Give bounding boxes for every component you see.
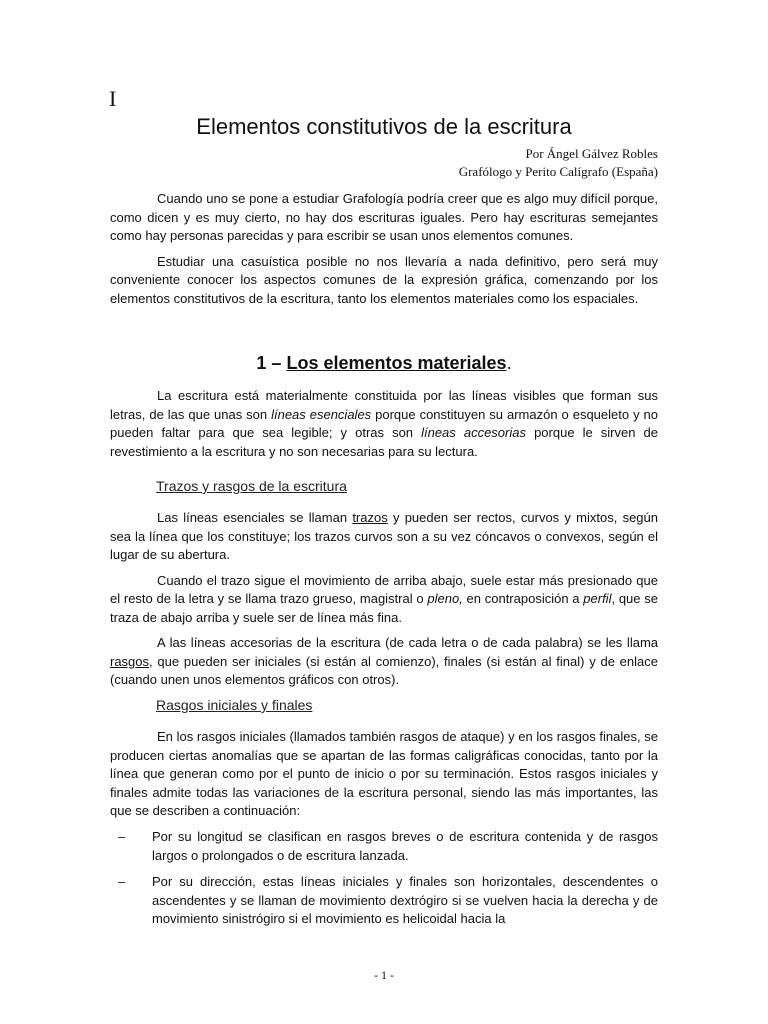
section-label: Los elementos materiales — [286, 353, 507, 373]
byline — [459, 145, 658, 181]
rasgos-paragraph: En los rasgos iniciales (llamados también rasgos de ataque) y en los rasgos finales, se producen ciertas anomalías que se apartan de las formas caligráficas conocidas, tanto por la línea que generan como por el punto de inicio o por su terminación. Estos rasgos iniciales y finales admite todas las variaciones de la escritura personal, siendo las más importantes, las que se describen a continuación: — [110, 729, 658, 818]
list-item-text: Por su dirección, estas líneas iniciales y finales son horizontales, descendentes o ascendentes y se llaman de movimiento dextrógiro si se vuelven hacia la derecha y de movimiento sinistrógiro si el movimiento es helicoidal hacia la — [152, 874, 658, 926]
materials-block — [110, 387, 658, 461]
trazos-block — [110, 509, 658, 690]
rasgos-block — [110, 728, 658, 821]
dash-marker: – — [118, 874, 126, 889]
subheading-trazos-rasgos: Trazos y rasgos de la escritura — [156, 478, 347, 494]
underlined-term-trazos: trazos — [352, 510, 388, 525]
list-item — [110, 873, 658, 929]
emphasis-pleno: pleno, — [427, 591, 463, 606]
text-run: porque le sirven de revestimiento a la escritura y no son necesarias para su lectura. — [110, 425, 658, 459]
author-role: Grafólogo y Perito Calígrafo (España) — [458, 164, 658, 179]
emphasis-perfil: perfil — [583, 591, 612, 606]
emphasis-essential-lines: líneas esenciales — [271, 406, 372, 422]
materials-paragraph — [110, 387, 658, 461]
text-run: Cuando el trazo sigue el movimiento de arriba abajo, suele estar más presionado que el resto de la letra y se llama trazo grueso, magistral o — [110, 572, 658, 606]
text-run: porque constituyen su armazón o esqueleto y no pueden faltar para que sea legible; y otras son — [110, 406, 658, 440]
intro-block — [110, 190, 658, 308]
list-item-text: Por su longitud se clasifican en rasgos breves o de escritura contenida y de rasgos largos o prolongados o de escritura lanzada. — [152, 829, 658, 863]
subheading-rasgos-iniciales: Rasgos iniciales y finales — [156, 697, 313, 713]
section-heading-materials — [0, 352, 768, 374]
trazos-paragraph-2 — [110, 572, 658, 628]
text-run: y pueden ser rectos, curvos y mixtos, según sea la línea que los constituye; los trazos curvos son a su vez cóncavos o convexos, según el lugar de su abertura. — [110, 510, 658, 562]
author-name: Por Ángel Gálvez Robles — [525, 146, 658, 161]
text-run: en contraposición a — [462, 591, 584, 606]
text-run: , que pueden ser iniciales (si están al comienzo), finales (si están al final) y de enlace (cuando unen unos elementos gráficos con otros). — [110, 653, 658, 687]
intro-paragraph-1: Cuando uno se pone a estudiar Grafología podría creer que es algo muy difícil porque, como dicen y es muy cierto, no hay dos escrituras iguales. Pero hay escrituras semejantes como hay personas parecidas y para escribir se usan unos elementos comunes. — [110, 191, 658, 243]
trazos-paragraph-3 — [110, 634, 658, 690]
bullet-list — [110, 828, 658, 937]
text-run: La escritura está materialmente constituida por las líneas visibles que forman sus letras, de las que unas son — [110, 388, 658, 422]
text-run: A las líneas accesorias de la escritura (de cada letra o de cada palabra) se les llama — [157, 635, 658, 650]
chapter-number: I — [109, 86, 117, 111]
document-title: Elementos constitutivos de la escritura — [196, 114, 572, 139]
trazos-paragraph-1 — [110, 509, 658, 565]
list-item — [110, 828, 658, 865]
section-number: 1 – — [256, 353, 287, 373]
underlined-term-rasgos: rasgos — [110, 653, 150, 669]
dash-marker: – — [118, 829, 126, 844]
page-number: - 1 - — [374, 968, 394, 982]
text-run: , que se traza de abajo arriba y suele ser de línea más fina. — [110, 591, 658, 625]
section-suffix: . — [506, 353, 512, 373]
emphasis-accessory-lines: líneas accesorias — [421, 425, 526, 440]
text-run: Las líneas esenciales se llaman — [157, 510, 353, 525]
intro-paragraph-2: Estudiar una casuística posible no nos llevaría a nada definitivo, pero será muy conveniente conocer los aspectos comunes de la expresión gráfica, comenzando por los elementos constitutivos de la escritura, tanto los elementos materiales como los espaciales. — [110, 253, 658, 306]
